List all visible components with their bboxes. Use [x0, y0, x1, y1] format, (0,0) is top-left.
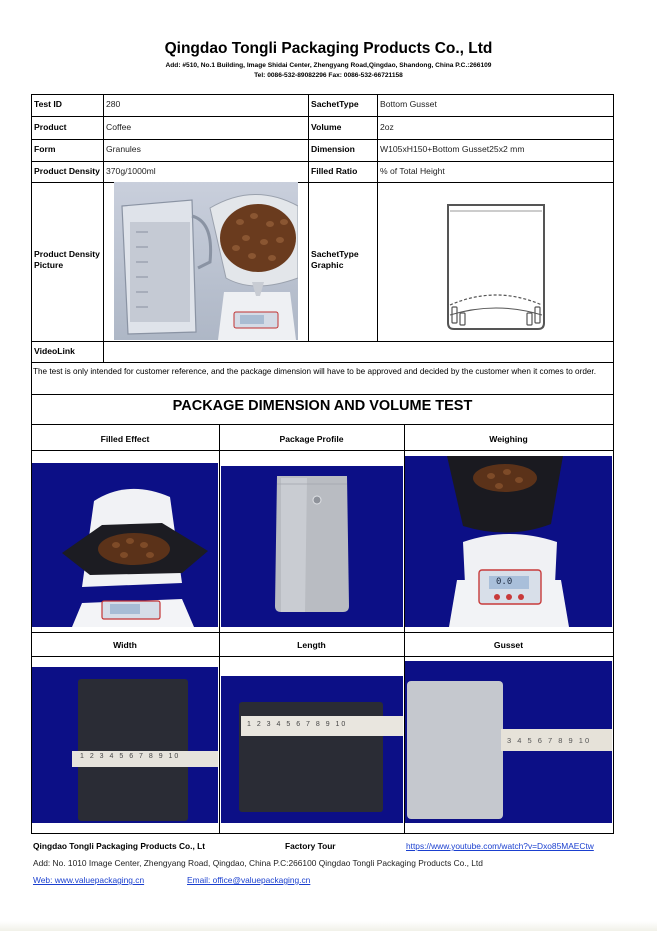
sachet-graphic — [378, 183, 613, 340]
product-value: Coffee — [106, 122, 132, 132]
length-photo — [221, 676, 403, 823]
width-ruler-digits: 1 2 3 4 5 6 7 8 9 10 — [80, 753, 181, 760]
sachet-graphic-label: SachetType Graphic — [311, 249, 359, 270]
company-title: Qingdao Tongli Packaging Products Co., Ltd — [164, 40, 493, 57]
sachet-type-label: SachetType — [311, 99, 359, 109]
density-value: 370g/1000ml — [106, 166, 156, 176]
company-address: Add: #510, No.1 Building, Image Shidai Center, Zhengyang Road,Qingdao, Shandong, China P.C.:266109 — [165, 62, 492, 69]
width-photo — [32, 667, 218, 823]
website-link[interactable]: Web: www.valuepackaging.cn — [33, 875, 145, 885]
header-length: Length — [297, 640, 326, 650]
dimension-value: W105xH150+Bottom Gusset25x2 mm — [380, 144, 525, 154]
header-gusset: Gusset — [493, 640, 524, 650]
filled-effect-photo — [32, 463, 218, 627]
dimension-label: Dimension — [311, 144, 355, 154]
test-id-value: 280 — [106, 99, 121, 109]
package-profile-photo — [221, 466, 403, 627]
form-label: Form — [34, 144, 56, 154]
header-filled-effect: Filled Effect — [100, 434, 150, 444]
footer-address: Add: No. 1010 Image Center, Zhengyang Road, Qingdao, China P.C:266100 Qingdao Tongli Packaging Products Co., Ltd — [33, 858, 483, 868]
email-link[interactable]: Email: office@valuepackaging.cn — [187, 875, 311, 885]
sachet-type-value: Bottom Gusset — [380, 99, 437, 109]
gusset-photo — [405, 661, 612, 823]
footer-company: Qingdao Tongli Packaging Products Co., Lt — [33, 841, 206, 851]
video-link-label: VideoLink — [34, 346, 75, 356]
company-tel: Tel: 0086-532-89082296 Fax: 0086-532-66721158 — [254, 72, 403, 79]
length-ruler-digits: 1 2 3 4 5 6 7 8 9 10 — [247, 721, 348, 728]
disclaimer-note: The test is only intended for customer reference, and the package dimension will have to be approved and decided by the customer when it comes to order. — [33, 367, 596, 376]
volume-value: 2oz — [380, 122, 394, 132]
form-value: Granules — [106, 144, 141, 154]
density-label: Product Density — [34, 166, 100, 176]
test-id-label: Test ID — [34, 99, 63, 109]
density-photo — [114, 182, 298, 340]
filled-ratio-value: % of Total Height — [380, 166, 445, 176]
header-package-profile: Package Profile — [279, 434, 344, 444]
header-weighing: Weighing — [489, 434, 528, 444]
product-label: Product — [34, 122, 67, 132]
filled-ratio-label: Filled Ratio — [311, 166, 358, 176]
scale-display: 0.0 — [496, 577, 513, 587]
page-bottom-band — [0, 921, 657, 931]
section-title: PACKAGE DIMENSION AND VOLUME TEST — [172, 398, 473, 414]
header-width: Width — [113, 640, 137, 650]
footer-factory-tour: Factory Tour — [285, 841, 336, 851]
weighing-photo — [405, 456, 612, 627]
density-picture-label: Product Density Picture — [34, 249, 100, 270]
gusset-ruler-digits: 3 4 5 6 7 8 9 10 — [507, 736, 592, 745]
volume-label: Volume — [311, 122, 342, 132]
youtube-link[interactable]: https://www.youtube.com/watch?v=Dxo85MAECtw — [406, 841, 594, 851]
